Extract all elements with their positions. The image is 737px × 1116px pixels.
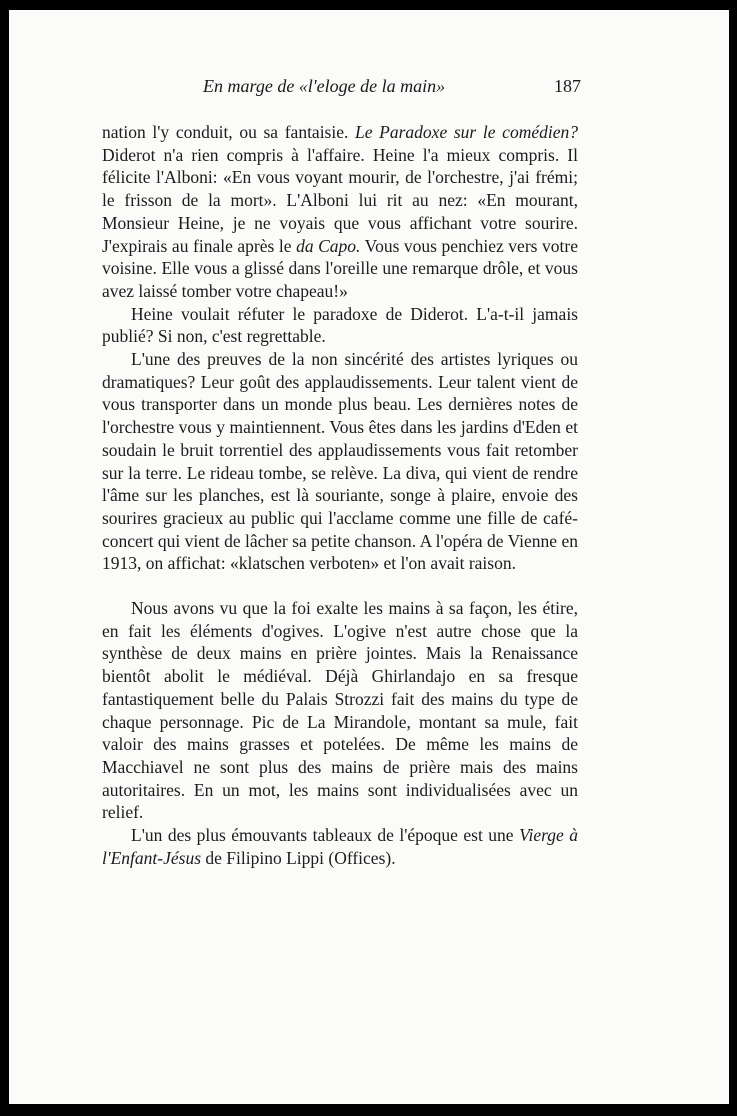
body-text xyxy=(102,121,578,870)
paragraph-2 xyxy=(102,303,578,348)
paragraph-5 xyxy=(102,824,578,869)
book-page xyxy=(9,10,729,1104)
italic-text: da Capo. xyxy=(296,235,361,256)
text-run: de Filipino Lippi (Offices). xyxy=(201,847,396,868)
text-run: Diderot n'a rien compris à l'affaire. Heine l'a mieux compris. Il félicite l'Alboni: «En vous voyant mourir, de l'orchestre, j'ai frémi; le frisson de la mort». L'Alboni lui rit au nez: «En mourant, Monsieur Heine, je ne voyais que vous affichant votre sourire. J'expirais au finale après le xyxy=(102,144,578,256)
text-run: Vous vous penchiez vers votre voisine. Elle vous a glissé dans l'oreille une remarque drôle, et vous avez laissé tomber votre chapeau!» xyxy=(102,235,578,301)
paragraph-3 xyxy=(102,348,578,575)
paragraph-1 xyxy=(102,121,578,303)
text-run: nation l'y conduit, ou sa fantaisie. xyxy=(102,122,356,142)
italic-text: Le Paradoxe sur le comédien? xyxy=(355,122,578,142)
paragraph-4 xyxy=(102,597,578,824)
text-run: L'un des plus émouvants tableaux de l'époque est une xyxy=(131,825,520,846)
running-title: En marge de «l'eloge de la main» xyxy=(203,76,446,96)
text-run: Nous avons vu que la foi exalte les mains à sa façon, les étire, en fait les éléments d'ogives. L'ogive n'est autre chose que la synthèse de deux mains en prière jointes. Mais la Renaissance bientôt abolit le médiéval. Déjà Ghirlandajo en sa fresque fantastiquement belle du Palais Strozzi fait des mains du type de chaque personnage. Pic de La Mirandole, montant sa mule, fait valoir des mains grasses et potelées. De même les mains de Macchiavel ne sont plus des mains de prière mais des mains autoritaires. En un mot, les mains sont individualisées avec un relief. xyxy=(102,598,578,823)
page-number: 187 xyxy=(554,76,581,96)
text-run: Heine voulait réfuter le paradoxe de Diderot. L'a-t-il jamais publié? Si non, c'est regrettable. xyxy=(102,303,578,347)
italic-text: Vierge à l'Enfant-Jésus xyxy=(102,825,578,868)
text-run: L'une des preuves de la non sincérité des artistes lyriques ou dramatiques? Leur goût des applaudissements. Leur talent vient de vous transporter dans un monde plus beau. Les dernières notes de l'orchestre vous y maintiennent. Vous êtes dans les jardins d'Eden et soudain le bruit torrentiel des applaudissements vous fait retomber sur la terre. Le rideau tombe, se relève. La diva, qui vient de rendre l'âme sur les planches, est là souriante, songe à plaire, envoie des sourires gracieux au public qui l'acclame comme une fille de café-concert qui vient de lâcher sa petite chanson. A l'opéra de Vienne en 1913, on affichat: «klatschen verboten» et l'on avait raison. xyxy=(102,349,578,574)
